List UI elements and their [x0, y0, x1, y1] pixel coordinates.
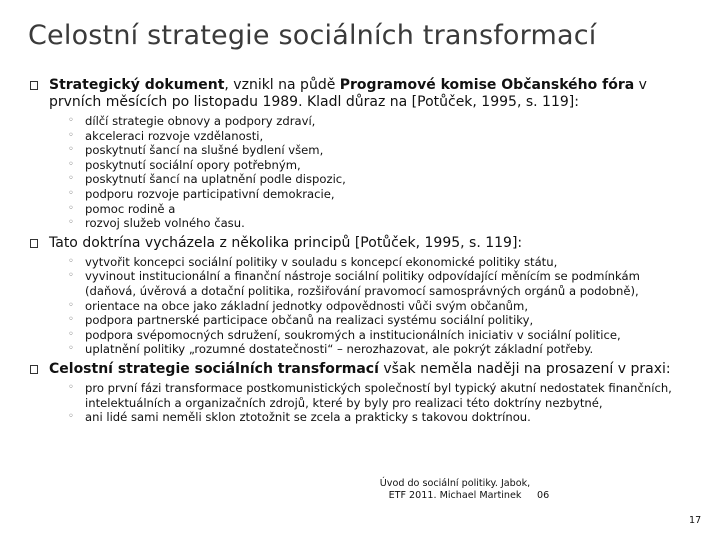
list-item: ◦ ani lidé sami neměli sklon ztotožnit se zcela a prakticky s takovou doktrínou. [68, 410, 531, 425]
list-item: ◦ vytvořit koncepci sociální politiky v souladu s koncepcí ekonomické politiky státu, [68, 254, 558, 269]
list-item: ◦ pomoc rodině a [68, 201, 176, 216]
bullet-doctrine-principles [28, 235, 693, 252]
ring-bullet-icon: ◦ [68, 270, 74, 282]
bullet1-text-1: , vznikl na půdě [224, 77, 340, 93]
ring-bullet-icon: ◦ [68, 411, 74, 423]
list-item: ◦ podpora partnerské participace občanů na realizaci systému sociální politiky, [68, 313, 534, 328]
footer-slide-number: 06 [537, 490, 550, 501]
strategic-document-term: Strategický dokument [49, 77, 225, 93]
emphasis-list [28, 114, 693, 231]
ring-bullet-icon: ◦ [68, 187, 74, 199]
square-bullet-icon [30, 365, 38, 374]
reasons-list [28, 381, 693, 425]
ring-bullet-icon: ◦ [68, 129, 74, 141]
bullet-strategic-document [28, 77, 693, 111]
bullet2-text: Tato doktrína vycházela z několika principů [Potůček, 1995, s. 119]: [49, 234, 523, 251]
list-item: ◦ poskytnutí šancí na slušné bydlení všem, [68, 143, 324, 158]
bullet1-text-2: v prvních měsících po listopadu 1989. Kladl důraz na [Potůček, 1995, s. 119]: [49, 77, 647, 110]
ring-bullet-icon: ◦ [68, 343, 74, 355]
ring-bullet-icon: ◦ [68, 217, 74, 229]
list-item: ◦ podporu rozvoje participativní demokracie, [68, 186, 335, 201]
square-bullet-icon [30, 81, 38, 90]
ring-bullet-icon: ◦ [68, 158, 74, 170]
list-item: ◦ vyvinout institucionální a finanční nástroje sociální politiky odpovídající měnícím se podmínkám (daňová, úvěrová a dotační politika, rozšiřování pravomocí samosprávných orgánů a podobně), [68, 269, 640, 298]
bullet3-text: však neměla naději na prosazení v praxi: [378, 360, 671, 377]
list-item: ◦ dílčí strategie obnovy a podpory zdraví, [68, 114, 316, 128]
page-number: 17 [689, 515, 702, 526]
ring-bullet-icon: ◦ [68, 115, 74, 126]
list-item: ◦ uplatnění politiky „rozumné dostatečnosti“ – nerozhazovat, ale pokrýt základní potřeby. [68, 342, 594, 357]
ring-bullet-icon: ◦ [68, 202, 74, 214]
list-item: ◦ rozvoj služeb volného času. [68, 216, 245, 231]
ring-bullet-icon: ◦ [68, 255, 74, 267]
program-commission-term: Programové komise Občanského fóra [339, 77, 635, 93]
bullet-practice-failure [28, 361, 693, 378]
list-item: ◦ poskytnutí šancí na uplatnění podle dispozic, [68, 172, 346, 187]
slide-footer [370, 478, 540, 502]
ring-bullet-icon: ◦ [68, 328, 74, 340]
ring-bullet-icon: ◦ [68, 173, 74, 185]
principles-list [28, 255, 693, 357]
footer-course: Úvod do sociální politiky. Jabok, [379, 478, 531, 489]
strategy-term: Celostní strategie sociálních transformací [49, 360, 379, 377]
list-item: ◦ orientace na obce jako základní jednotky odpovědnosti vůči svým občanům, [68, 298, 529, 313]
list-item: ◦ podpora svépomocných sdružení, soukromých a institucionálních iniciativ v sociální politice, [68, 327, 621, 342]
list-item: ◦ poskytnutí sociální opory potřebným, [68, 157, 301, 172]
square-bullet-icon [30, 239, 38, 248]
slide-content [28, 77, 693, 429]
ring-bullet-icon: ◦ [68, 144, 74, 156]
ring-bullet-icon: ◦ [68, 299, 74, 311]
footer-author: ETF 2011. Michael Martinek [388, 490, 522, 501]
list-item: ◦ pro první fázi transformace postkomunistických společností byl typický akutní nedostatek finančních, intelektuálních a organizačních zdrojů, které by byly pro realizaci této doktríny nezbytné, [68, 380, 672, 410]
ring-bullet-icon: ◦ [68, 314, 74, 326]
list-item: ◦ akceleraci rozvoje vzdělanosti, [68, 128, 264, 143]
ring-bullet-icon: ◦ [68, 381, 74, 393]
slide-title: Celostní strategie sociálních transformací [28, 20, 597, 51]
